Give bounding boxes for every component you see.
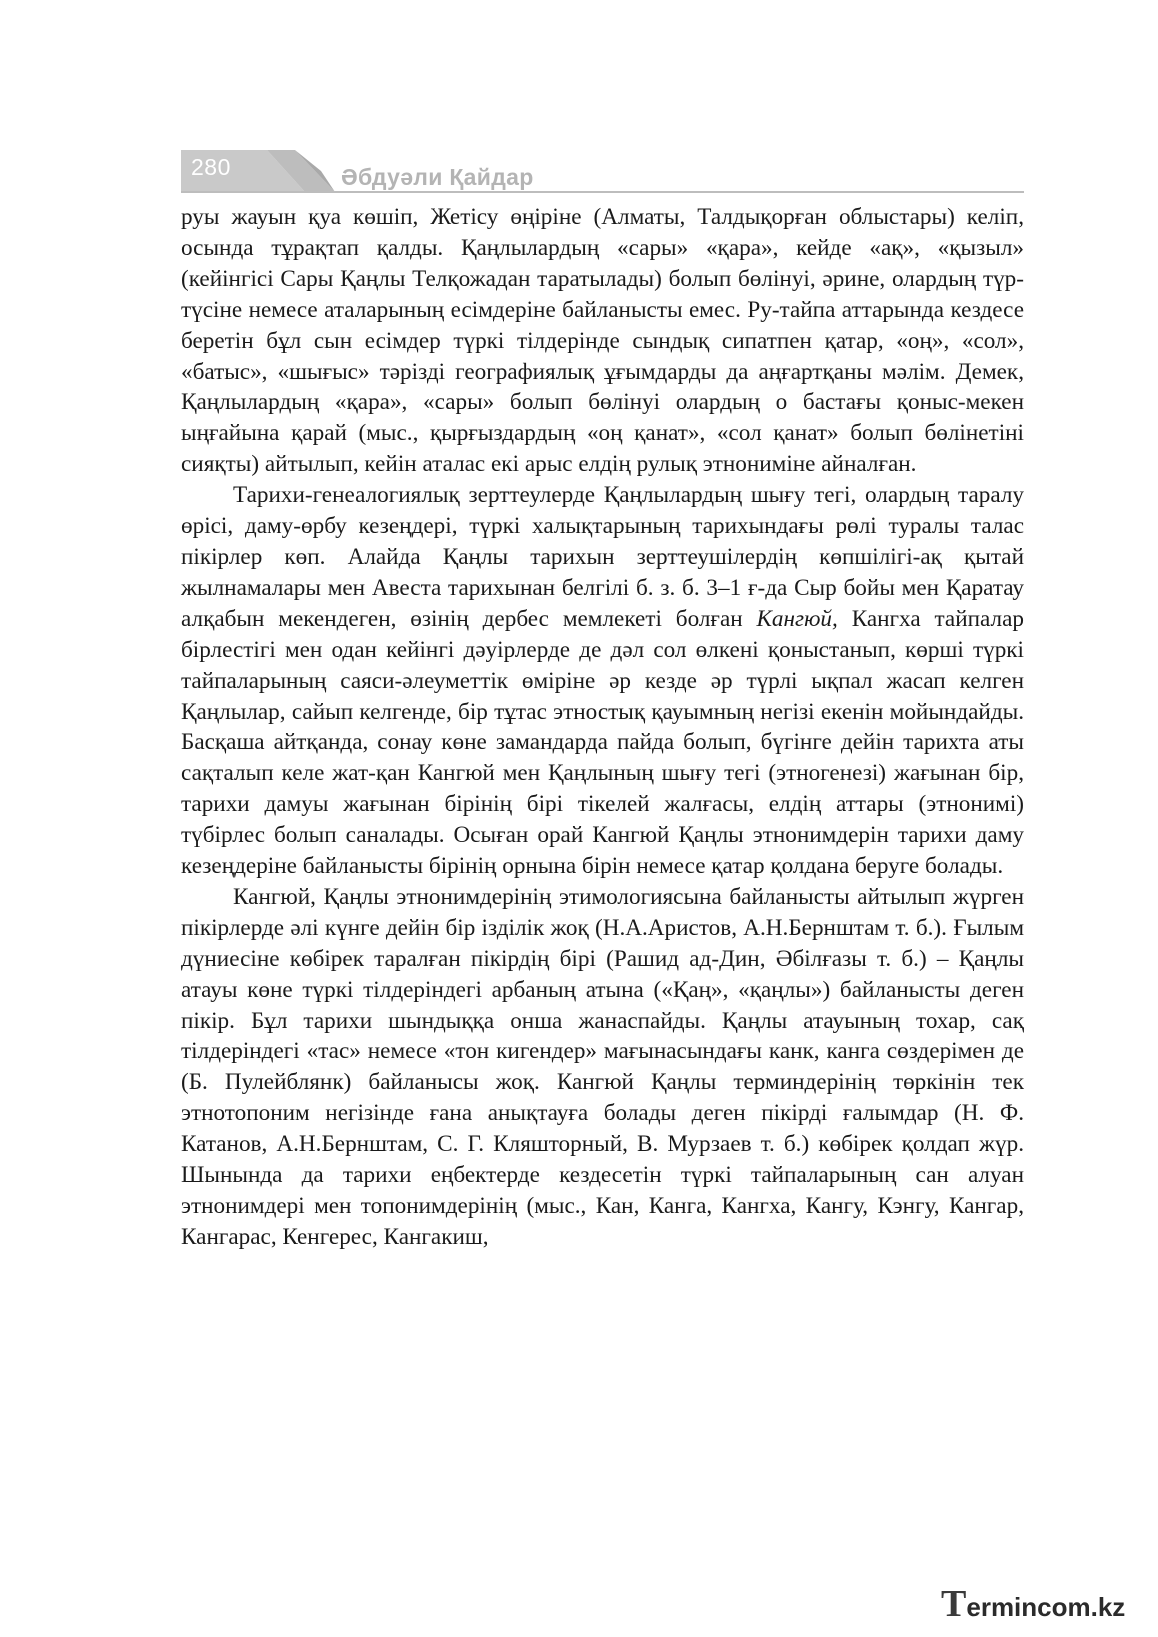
page-number: 280 <box>191 154 231 180</box>
paragraph-1: руы жауын қуа көшіп, Жетісу өңіріне (Алматы, Талдықорған облыстары) келіп, осында тұрақтап қалды. Қаңлылардың «сары» «қара», кейде «ақ», «қызыл» (кейінгісі Сары Қаңлы Телқожадан таратылады) болып бөлінуі, әрине, олардың түр-түсіне немесе аталарының есімдеріне байланысты емес. Ру-тайпа аттарында кездесе беретін бұл сын есімдер түркі тілдерінде сындық сипатпен қатар, «оң», «сол», «батыс», «шығыс» тәрізді географиялық ұғымдарды да аңғартқаны мәлім. Демек, Қаңлылардың «қара», «сары» болып бөлінуі олардың о бастағы қоныс-мекен ыңғайына қарай (мыс., қырғыздардың «оң қанат», «сол қанат» болып бөлінетіні сияқты) айтылып, кейін аталас екі арыс елдің рулық этнониміне айналған. <box>181 204 1024 478</box>
paragraph-2 <box>181 480 1024 882</box>
paragraph-2-italic-term: Кангюй, <box>756 605 838 632</box>
paragraph-2-part-2: Кангха тайпалар бірлестігі мен одан кейінгі дәуірлерде де дәл сол өлкені қоныстанып, көрші түркі тайпаларының саяси-әлеуметтік өміріне әр кезде әр түрлі ықпал жасап келген Қаңлылар, сайып келгенде, бір тұтас этностық қауымның негізі екенін мойындайды. Басқаша айтқанда, сонау көне замандарда пайда болып, бүгінге дейін тарихта аты сақталып келе жат-қан Кангюй мен Қаңлының шығу тегі (этногенезі) жағынан бір, тарихи дамуы жағынан бірінің бірі тікелей жалғасы, елдің аттары (этнонимі) түбірлес болып саналады. Осыған орай Кангюй Қаңлы этнонимдерін тарихи даму кезеңдеріне байланысты бірінің орнына бірін немесе қатар қолдана беруге болады. <box>181 605 1024 880</box>
watermark-letter: T <box>941 1583 967 1625</box>
watermark-logo <box>941 1582 1141 1626</box>
body-text <box>181 202 1024 1253</box>
paragraph-2-part-1: Тарихи-генеалогиялық зерттеулерде Қаңлылардың шығу тегі, олардың таралу өрісі, даму-өрбу кезеңдері, түркі халықтарының тарихындағы рөлі туралы талас пікірлер көп. Алайда Қаңлы тарихын зерттеушілердің көпшілігі-ақ қытай жылнамалары мен Авеста тарихынан белгілі б. з. б. 3–1 ғ-да Сыр бойы мен Қаратау алқабын мекендеген, өзінің дербес мемлекеті болған <box>181 482 1024 632</box>
watermark-text: ermincom.kz <box>966 1592 1126 1622</box>
header-rule <box>181 191 1024 193</box>
running-header <box>181 150 1024 194</box>
running-header-author: Әбдуәли Қайдар <box>341 164 534 190</box>
paragraph-3: Кангюй, Қаңлы этнонимдерінің этимологиясына байланысты айтылып жүрген пікірлерде әлі күнге дейін бір ізділік жоқ (Н.А.Аристов, А.Н.Бернштам т. б.). Ғылым дүниесіне көбірек таралған пікірдің бірі (Рашид ад-Дин, Әбілғазы т. б.) – Қаңлы атауы көне түркі тілдеріндегі арбаның атына («Қаң», «қаңлы») байланысты деген пікір. Бұл тарихи шындыққа онша жанаспайды. Қаңлы атауының тохар, сақ тілдеріндегі «тас» немесе «тон кигендер» мағынасындағы канк, канга сөздерімен де (Б. Пулейблянк) байланысы жоқ. Кангюй Қаңлы терминдерінің төркінін тек этнотопоним негізінде ғана анықтауға болады деген пікірді ғалымдар (Н. Ф. Катанов, А.Н.Бернштам, С. Г. Кляшторный, В. Мурзаев т. б.) көбірек қолдап жүр. Шынында да тарихи еңбектерде кездесетін түркі тайпаларының сан алуан этнонимдері мен топонимдерінің (мыс., Кан, Канга, Кангха, Кангу, Кэнгу, Кангар, Кангарас, Кенгерес, Кангакиш, <box>181 883 1024 1250</box>
